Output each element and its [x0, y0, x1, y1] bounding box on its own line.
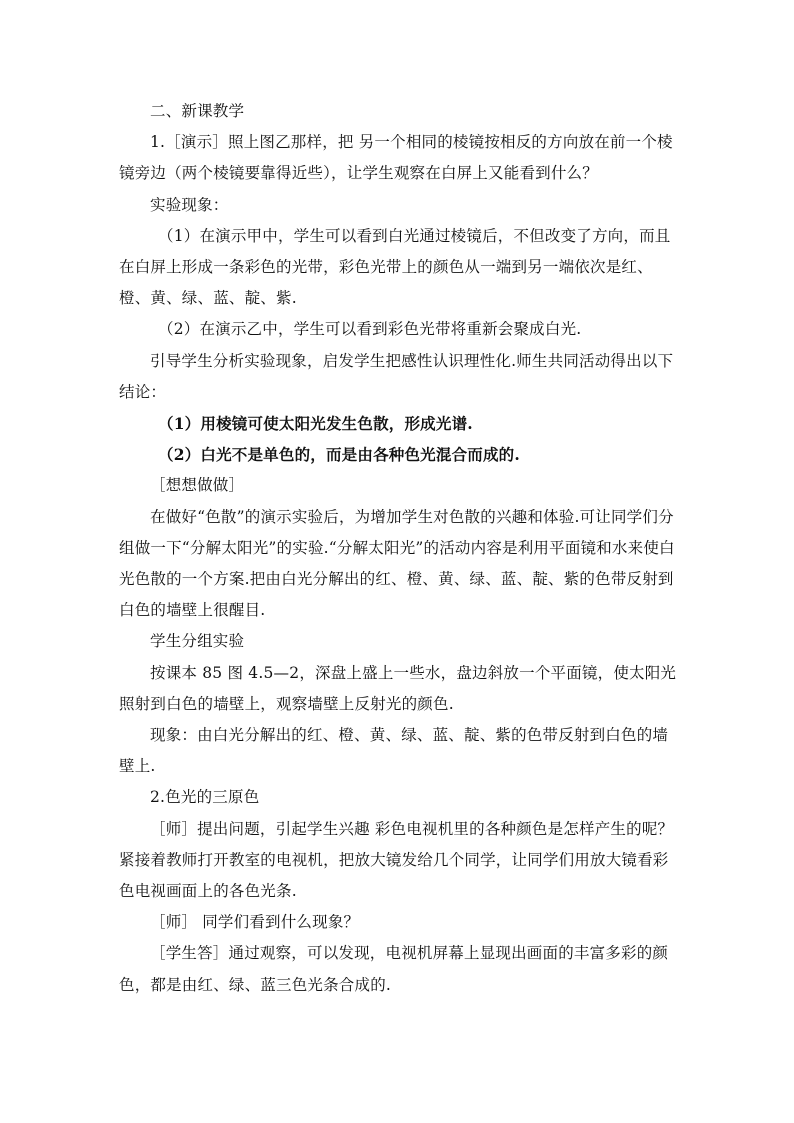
- paragraph-group-experiment-body: 按课本 85 图 4.5—2，深盘上盛上一些水，盘边斜放一个平面镜，使太阳光照射到白色的墙壁上，观察墙壁上反射光的颜色.: [119, 663, 677, 713]
- paragraph-group-experiment-result: 现象：由白光分解出的红、橙、黄、绿、蓝、靛、紫的色带反射到白色的墙壁上.: [119, 726, 669, 776]
- section-heading: 二、新课教学: [150, 102, 245, 120]
- paragraph-teacher-question: ［师］提出问题，引起学生兴趣 彩色电视机里的各种颜色是怎样产生的呢？紧接着教师打开教室的电视机，把放大镜发给几个同学，让同学们用放大镜看彩色电视画面上的各色光条.: [119, 819, 674, 901]
- paragraph-student-answer: ［学生答］通过观察，可以发现，电视机屏幕上显现出画面的丰富多彩的颜色，都是由红、绿、蓝三色光条合成的.: [119, 944, 669, 994]
- paragraph-group-experiment-heading: 学生分组实验: [150, 632, 245, 651]
- paragraph-observation-heading: 实验现象：: [150, 195, 229, 214]
- paragraph-think-do-heading: ［想想做做］: [150, 476, 245, 495]
- paragraph-conclusion-2: （2）白光不是单色的，而是由各种色光混合而成的.: [158, 445, 520, 465]
- paragraph-demo-instruction: 1.［演示］照上图乙那样，把 另一个相同的棱镜按相反的方向放在前一个棱镜旁边（两个棱镜要靠得近些），让学生观察在白屏上又能看到什么？: [119, 133, 673, 183]
- paragraph-analysis: 引导学生分析实验现象，启发学生把感性认识理性化.师生共同活动得出以下结论：: [119, 351, 674, 401]
- document-body: [119, 96, 677, 1001]
- paragraph-think-do-body: 在做好“色散”的演示实验后，为增加学生对色散的兴趣和体验.可让同学们分组做一下“分解太阳光”的实验.“分解太阳光”的活动内容是利用平面镜和水来使白光色散的一个方案.把由白光分解出的红、橙、黄、绿、蓝、靛、紫的色带反射到白色的墙壁上很醒目.: [119, 507, 675, 620]
- paragraph-teacher-followup: ［师］ 同学们看到什么现象？: [150, 913, 360, 932]
- paragraph-observation-1: （1）在演示甲中，学生可以看到白光通过棱镜后，不但改变了方向，而且在白屏上形成一条彩色的光带，彩色光带上的颜色从一端到另一端依次是红、橙、黄、绿、蓝、靛、紫.: [119, 226, 671, 308]
- paragraph-observation-2: （2）在演示乙中，学生可以看到彩色光带将重新会聚成白光.: [158, 320, 582, 339]
- paragraph-conclusion-1: （1）用棱镜可使太阳光发生色散，形成光谱.: [158, 414, 473, 434]
- paragraph-primary-colors-heading: 2.色光的三原色: [150, 788, 260, 807]
